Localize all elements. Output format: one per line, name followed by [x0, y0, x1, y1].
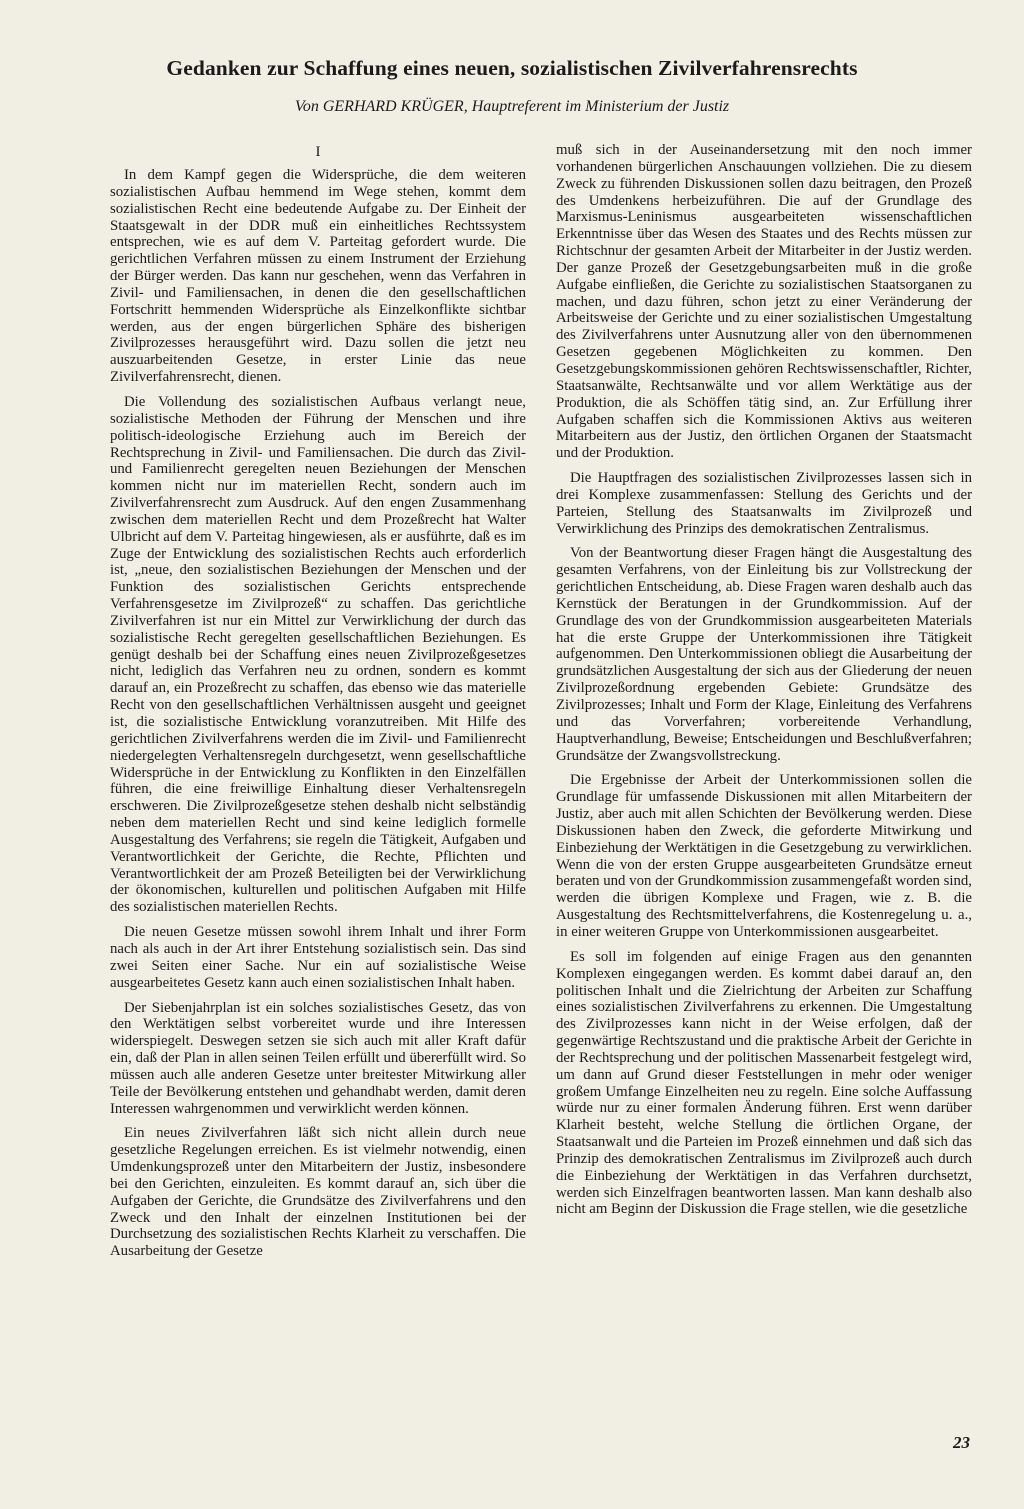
- article-body: [110, 142, 972, 1442]
- paragraph: Die Hauptfragen des sozialistischen Zivilprozesses lassen sich in drei Komplexe zusammenfassen: Stellung des Gerichts und der Parteien, Stellung des Staatsanwalts im Zivilprozeß und Verwirklichung des Prinzips des demokratischen Zentralismus.: [556, 470, 972, 537]
- left-column: [110, 142, 526, 1442]
- article-byline: Von GERHARD KRÜGER, Hauptreferent im Ministerium der Justiz: [294, 98, 730, 115]
- section-heading: I: [315, 144, 321, 160]
- paragraph: Es soll im folgenden auf einige Fragen aus den genannten Komplexen eingegangen werden. Es kommt dabei darauf an, den politischen Inhalt und die Zielrichtung der Arbeiten zur Schaffung eines sozialistischen Zivilverfahrens zu erkennen. Die Umgestaltung des Zivilprozesses kann nicht in der Weise erfolgen, daß der gegenwärtige Rechtszustand und die praktische Arbeit der Gerichte in der Rechtsprechung und der politischen Massenarbeit festgelegt wird, um dann auf Grund dieser Feststellungen in mehr oder weniger großem Umfange Einzelheiten neu zu regeln. Eine solche Auffassung würde nur zu einer formalen Änderung führen. Erst wenn darüber Klarheit besteht, welche Stellung die örtlichen Organe, der Staatsanwalt und die Parteien im Prozeß einnehmen und daß sich das Prinzip des demokratischen Zentralismus im Zivilprozeß auch durch die Einbeziehung der Werktätigen in das Verfahren durchsetzt, werden sich Einzelfragen beantworten lassen. Man kann deshalb also nicht am Beginn der Diskussion die Frage stellen, wie die gesetzliche: [556, 948, 972, 1218]
- paragraph: Der Siebenjahrplan ist ein solches sozialistisches Gesetz, das von den Werktätigen selbst vorbereitet wurde und ihre Interessen widerspiegelt. Deswegen setzen sie sich auch mit aller Kraft dafür ein, daß der Plan in allen seinen Teilen erfüllt und übererfüllt wird. So müssen auch alle anderen Gesetze unter breitester Mitwirkung aller Teile der Bevölkerung entstehen und gehandhabt werden, damit deren Interessen wahrgenommen und verwirklicht werden können.: [110, 999, 526, 1117]
- paragraph: Die neuen Gesetze müssen sowohl ihrem Inhalt und ihrer Form nach als auch in der Art ihrer Entstehung sozialistisch sein. Das sind zwei Seiten einer Sache. Nur ein auf sozialistische Weise ausgearbeitetes Gesetz kann auch einen sozialistischen Inhalt haben.: [110, 924, 526, 991]
- paragraph: Von der Beantwortung dieser Fragen hängt die Ausgestaltung des gesamten Verfahrens, von der Einleitung bis zur Vollstreckung der gerichtlichen Entscheidung, ab. Diese Fragen waren deshalb auch das Kernstück der Beratungen in der Grundkommission. Auf der Grundlage des von der Grundkommission ausgearbeiteten Materials hat die erste Gruppe der Unterkommissionen ihre Tätigkeit aufgenommen. Den Unterkommissionen obliegt die Ausarbeitung der grundsätzlichen Ausgestaltung der sich aus der Gliederung der neuen Zivilprozeßordnung ergebenden Gebiete: Grundsätze des Zivilprozesses; Inhalt und Form der Klage, Einleitung des Verfahrens und das Vorverfahren; vorbereitende Verhandlung, Hauptverhandlung, Beweise; Entscheidungen und Beschlußverfahren; Grundsätze der Zwangsvollstreckung.: [556, 545, 972, 764]
- paragraph: Die Vollendung des sozialistischen Aufbaus verlangt neue, sozialistische Methoden der Führung der Menschen und ihre politisch-ideologische Erziehung auch im Bereich der Rechtsprechung in Zivil- und Familiensachen. Die durch das Zivil- und Familienrecht geregelten neuen Beziehungen der Menschen kommen nicht nur im materiellen Recht, sondern auch im Zivilverfahrensrecht zum Ausdruck. Auf den engen Zusammenhang zwischen dem materiellen Recht und dem Prozeßrecht hat Walter Ulbricht auf dem V. Parteitag hingewiesen, als er ausführte, daß es im Zuge der Entwicklung des sozialistischen Rechts auch erforderlich ist, „neue, den sozialistischen Beziehungen der Menschen und der Funktion des sozialistischen Gerichts entsprechende Verfahrensgesetze im Zivilprozeß“ zu schaffen. Das gerichtliche Zivilverfahren ist nur ein Mittel zur Verwirklichung der durch das sozialistische Recht geregelten gesellschaftlichen Beziehungen. Es genügt deshalb bei der Schaffung eines neuen Zivilprozeßgesetzes nicht, lediglich das Verfahren neu zu ordnen, sondern es kommt darauf an, ein Prozeßrecht zu schaffen, das ebenso wie das materielle Recht von den gesellschaftlichen Verhältnissen ausgeht und geeignet ist, die sozialistische Entwicklung voranzutreiben. Mit Hilfe des gerichtlichen Zivilverfahrens werden die im Zivil- und Familienrecht niedergelegten Verhaltensregeln durchgesetzt, wenn gesellschaftliche Widersprüche in der Entwicklung zu Konflikten in den Einzelfällen führen, die eine freiwillige Einhaltung dieser Verhaltensregeln erschweren. Die Zivilprozeßgesetze stehen deshalb nicht selbständig neben dem materiellen Recht und sind keine lediglich formelle Ausgestaltung des Verfahrens; sie regeln die Tätigkeit, Aufgaben und Verantwortlichkeit der Gerichte, die Rechte, Pflichten und Verantwortlichkeit der am Prozeß Beteiligten bei der Verwirklichung der ökonomischen, kulturellen und politischen Aufgaben mit Hilfe des sozialistischen materiellen Rechts.: [110, 393, 526, 916]
- article-title: Gedanken zur Schaffung eines neuen, sozialistischen Zivilverfahrensrechts: [166, 56, 858, 80]
- page-number: 23: [953, 1433, 970, 1452]
- paragraph: Ein neues Zivilverfahren läßt sich nicht allein durch neue gesetzliche Regelungen erreichen. Es ist vielmehr notwendig, einen Umdenkungsprozeß unter den Mitarbeitern der Justiz, insbesondere bei den Gerichten, einzuleiten. Es kommt darauf an, sich über die Aufgaben der Gerichte, die Grundsätze des Zivilverfahrens und den Zweck und den Inhalt der einzelnen Institutionen bei der Durchsetzung des sozialistischen Rechts Klarheit zu verschaffen. Die Ausarbeitung der Gesetze: [110, 1125, 526, 1260]
- paragraph: Die Ergebnisse der Arbeit der Unterkommissionen sollen die Grundlage für umfassende Diskussionen mit allen Mitarbeitern der Justiz, aber auch mit allen Schichten der Bevölkerung werden. Diese Diskussionen haben den Zweck, die geforderte Mitwirkung und Einbeziehung der Werktätigen in die Gesetzgebung zu verwirklichen. Wenn die von der ersten Gruppe ausgearbeiteten Grundsätze erneut beraten und von der Grundkommission zusammengefaßt worden sind, werden die übrigen Komplexe und Fragen, wie z. B. die Ausgestaltung des Rechtsmittelverfahrens, die Kostenregelung u. a., in einer weiteren Gruppe von Unterkommissionen ausgearbeitet.: [556, 772, 972, 940]
- paragraph: muß sich in der Auseinandersetzung mit den noch immer vorhandenen bürgerlichen Anschauungen vollziehen. Die zu diesem Zweck zu führenden Diskussionen sollen dazu beitragen, den Prozeß des Umdenkens herbeizuführen. Die auf der Grundlage des Marxismus-Leninismus ausgearbeiteten wissenschaftlichen Erkenntnisse über das Wesen des Staates und des Rechts müssen zur Richtschnur der gesamten Arbeit der Mitarbeiter in der Justiz werden. Der ganze Prozeß der Gesetzgebungsarbeiten muß in die große Aufgabe einfließen, die Gerichte zu sozialistischen Staatsorganen zu machen, und dazu führen, schon jetzt zu einer Veränderung der Arbeitsweise der Gerichte und zu einer sozialistischen Umgestaltung des Zivilverfahrens unter Ausnutzung aller von den übernommenen Gesetzen gegebenen Möglichkeiten zu kommen. Den Gesetzgebungskommissionen gehören Rechtswissenschaftler, Richter, Staatsanwälte, Rechtsanwälte und vor allem Werktätige aus der Produktion, die als Schöffen tätig sind, an. Zur Erfüllung ihrer Aufgaben schaffen sich die Kommissionen Aktivs aus weiteren Mitarbeitern aus der Justiz, den örtlichen Organen der Staatsmacht und der Produktion.: [556, 142, 972, 462]
- right-column: [556, 142, 972, 1442]
- paragraph: In dem Kampf gegen die Widersprüche, die dem weiteren sozialistischen Aufbau hemmend im Wege stehen, kommt dem sozialistischen Recht eine bedeutende Aufgabe zu. Der Einheit der Staatsgewalt in der DDR muß ein einheitliches Rechtssystem entsprechen, wie es auf dem V. Parteitag gefordert wurde. Die gerichtlichen Verfahren müssen zu einem Instrument der Erziehung der Bürger werden. Das kann nur geschehen, wenn das Verfahren in Zivil- und Familiensachen, in denen die den gesellschaftlichen Fortschritt hemmenden Widersprüche als Einzelkonflikte sichtbar werden, aus der engen bürgerlichen Sphäre des bisherigen Zivilprozesses herausgeführt wird. Dazu sollen die jetzt neu auszuarbeitenden Gesetze, in erster Linie das neue Zivilverfahrensrecht, dienen.: [110, 167, 526, 386]
